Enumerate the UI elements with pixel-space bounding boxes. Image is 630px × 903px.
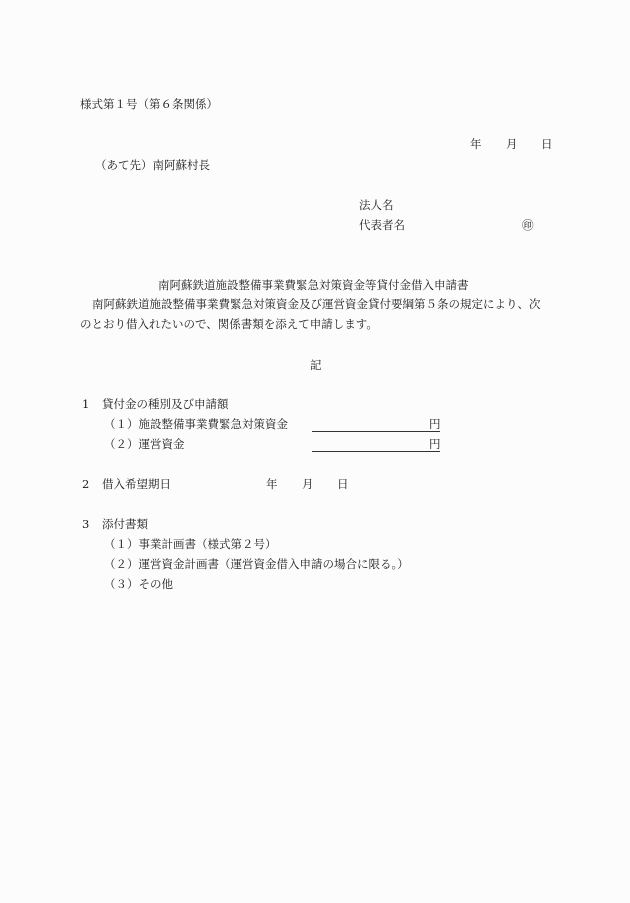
section2-year: 年 [266,477,278,491]
section1-item2-unit: 円 [429,437,441,451]
section2-label: 借入希望期日 [102,477,171,491]
section3-label: 添付書類 [102,517,148,531]
section3-number: 3 [82,517,90,531]
section2-number: 2 [82,477,90,491]
section1-number: 1 [82,397,90,411]
attachment-item-3: （３）その他 [104,577,173,591]
rep-name-label: 代表者名 [359,218,405,232]
amount-underline-2 [312,451,440,452]
addressee: （あて先）南阿蘇村長 [95,158,210,172]
amount-underline-1 [312,431,440,432]
section2-day: 日 [337,477,349,491]
attachment-item-2: （２）運営資金計画書（運営資金借入申請の場合に限る。） [104,557,409,571]
ki-heading: 記 [310,358,322,372]
body-text-line1: 南阿蘇鉄道施設整備事業費緊急対策資金及び運営資金貸付要綱第５条の規定により、次 [92,297,541,311]
date-year: 年 [470,137,482,151]
form-number: 様式第１号（第６条関係） [80,97,218,111]
date-day: 日 [541,137,553,151]
section1-item2-label: （２）運営資金 [104,437,185,451]
seal-mark: ㊞ [522,218,534,232]
section1-item1-label: （１）施設整備事業費緊急対策資金 [104,417,288,431]
corp-name-label: 法人名 [359,198,394,212]
attachment-item-1: （１）事業計画書（様式第２号） [104,537,277,551]
date-month: 月 [506,137,518,151]
document-title: 南阿蘇鉄道施設整備事業費緊急対策資金等貸付金借入申請書 [158,278,469,292]
section1-item1-unit: 円 [429,417,441,431]
section1-label: 貸付金の種別及び申請額 [102,397,229,411]
body-text-line2: のとおり借入れたいので、関係書類を添えて申請します。 [80,317,378,331]
section2-month: 月 [302,477,314,491]
